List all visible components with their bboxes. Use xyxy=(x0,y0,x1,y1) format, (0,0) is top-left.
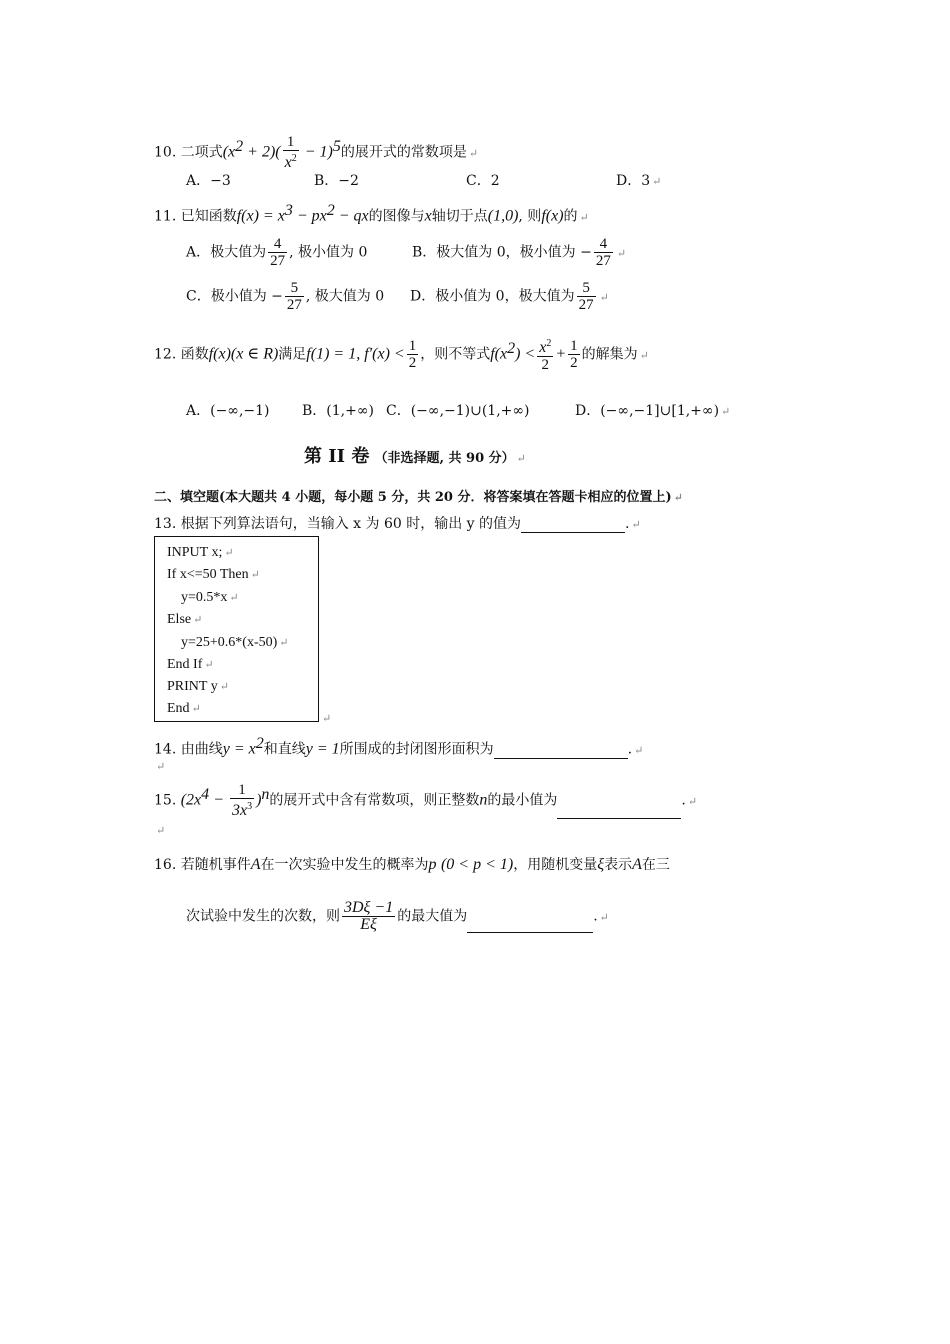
q15-stem: 15. ($2x^4$ − $\frac{1}{3x^3}$ )$^n$的展开式中含有常数项，则正整数n的最小值为 . ↵ xyxy=(154,782,698,819)
q10-option-a: A．−3 xyxy=(186,173,231,189)
code-line: End ↵ xyxy=(167,701,201,716)
q11-option-b: B．极大值为 0，极小值为 − $\frac{4}{27}$ ↵ xyxy=(412,236,627,269)
code-line: y=0.5*x ↵ xyxy=(181,590,239,605)
code-line: Else ↵ xyxy=(167,612,203,627)
q12-option-a: A．(−∞,−1) xyxy=(186,403,270,419)
algorithm-box xyxy=(154,536,319,722)
part2-title: 第 II 卷 （非选择题, 共 90 分） ↵ xyxy=(304,446,526,467)
q16-stem: 16. 若随机事件A在一次实验中发生的概率为p (0 < p < 1)，用随机变量ξ表示A在三 xyxy=(154,856,670,873)
q10-option-c: C．2 xyxy=(466,173,500,189)
paragraph-mark: ↵ xyxy=(156,760,166,773)
section-heading: 二、填空题(本大题共 4 小题，每小题 5 分，共 20 分．将答案填在答题卡相应的位置上) ↵ xyxy=(154,490,683,505)
q12-option-b: B．(1,+∞) xyxy=(302,403,374,419)
question-number: 10. xyxy=(154,144,177,161)
q11-option-d: D．极小值为 0，极大值为 $\frac{5}{27}$ ↵ xyxy=(410,280,609,313)
q10-stem: 10. 二项式$(x^2 + 2)$( $\frac{1}{x^2}$ − 1)$^5$的展开式的常数项是 ↵ xyxy=(154,134,479,171)
q11-stem: 11. 已知函数$f(x) = x^3 - px^2$ − qx的图像与x轴切于点(1,0), 则f(x)的 ↵ xyxy=(154,202,589,225)
paragraph-mark: ↵ xyxy=(156,824,166,837)
q16-line2: 次试验中发生的次数，则 $\frac{3D\xi -1}{E\xi}$ 的最大值为 . ↵ xyxy=(186,899,609,933)
answer-blank[interactable] xyxy=(494,744,628,759)
q11-option-a: A．极大值为 $\frac{4}{27}$ , 极小值为 0 xyxy=(186,236,368,269)
q11-option-c: C．极小值为 − $\frac{5}{27}$ , 极大值为 0 xyxy=(186,280,385,313)
answer-blank[interactable] xyxy=(521,518,625,533)
q12-stem: 12. 函数f(x)(x ∈ R)满足f(1) = 1, f′(x) < $\frac{1}{2}$ ，则不等式$f(x^2)$ < $\frac{x^2}{2}$ + $\frac{1}{2}$ 的解集为 ↵ xyxy=(154,338,649,373)
code-line: y=25+0.6*(x-50) ↵ xyxy=(181,635,289,650)
code-line: PRINT y ↵ xyxy=(167,679,229,694)
code-line: If x<=50 Then ↵ xyxy=(167,567,260,582)
q12-option-d: D．(−∞,−1]∪[1,+∞) ↵ xyxy=(575,403,731,419)
q14-stem: 14. 由曲线$y = x^2$和直线y = 1所围成的封闭图形面积为 . ↵ xyxy=(154,735,644,758)
q13-stem: 13. 根据下列算法语句，当输入 x 为 60 时，输出 y 的值为 . ↵ xyxy=(154,516,641,532)
code-line: End If ↵ xyxy=(167,657,214,672)
paragraph-mark: ↵ xyxy=(322,712,332,725)
code-line: INPUT x; ↵ xyxy=(167,545,234,560)
answer-blank[interactable] xyxy=(557,804,681,819)
answer-blank[interactable] xyxy=(467,918,593,933)
q10-option-b: B．−2 xyxy=(314,173,359,189)
q12-option-c: C．(−∞,−1)∪(1,+∞) xyxy=(386,403,530,419)
q10-option-d: D．3 ↵ xyxy=(616,173,662,189)
